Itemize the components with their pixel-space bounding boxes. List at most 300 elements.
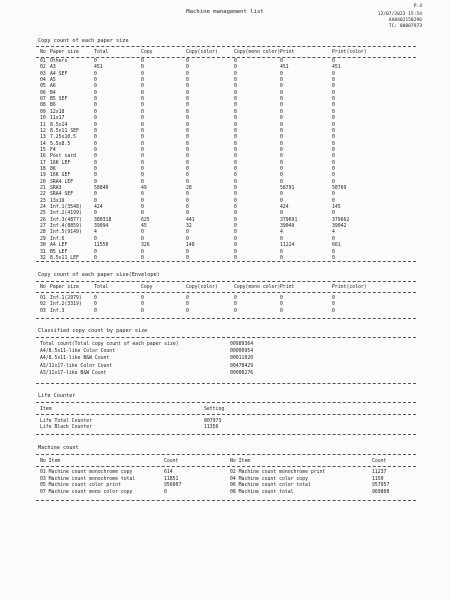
cell-col-0: 04 [40, 78, 46, 84]
classified-value: 00000954 [230, 349, 254, 355]
classified-value: 00989364 [230, 342, 254, 347]
cell-col-5: 0 [234, 59, 237, 64]
cell-col-3: 0 [141, 122, 144, 128]
machine-cell-3: 1150 [372, 476, 384, 482]
table-row [0, 302, 450, 308]
cell-col-2: Total [94, 285, 109, 290]
table-row [0, 224, 450, 230]
cell-col-5: 0 [234, 109, 237, 115]
paper-table-header [0, 50, 450, 56]
cell-col-3: 0 [141, 302, 144, 308]
cell-col-7: 0 [332, 166, 335, 172]
cell-col-0: 01 [40, 59, 46, 64]
life-header-item: Item [40, 407, 52, 412]
cell-col-7: 0 [332, 59, 335, 64]
life-section-title: Life Counter [38, 393, 76, 399]
cell-col-6: 0 [280, 71, 283, 77]
cell-col-3: 0 [141, 97, 144, 103]
cell-col-2: 0 [94, 71, 97, 77]
cell-col-7: 0 [332, 116, 335, 122]
divider [36, 281, 416, 282]
cell-col-7: 0 [332, 198, 335, 204]
machine-serial: AA0402150296 [388, 18, 422, 23]
cell-col-7: 0 [332, 160, 335, 166]
table-row [0, 205, 450, 211]
cell-col-6: 0 [280, 154, 283, 160]
table-row [0, 211, 450, 217]
cell-col-5: 0 [234, 192, 237, 198]
cell-col-4: 0 [186, 141, 189, 147]
cell-col-1: 8.5x11 LEF [50, 255, 79, 261]
cell-col-2: 0 [94, 59, 97, 64]
classified-label: A4/8.5x11-like B&W Count [40, 356, 110, 362]
cell-col-1: 8.5x11 SEF [50, 128, 79, 134]
cell-col-0: 19 [40, 173, 46, 179]
cell-col-3: 0 [141, 135, 144, 141]
cell-col-4: 0 [186, 128, 189, 134]
cell-col-2: 0 [94, 302, 97, 308]
cell-col-6: 0 [280, 236, 283, 242]
table-row [0, 309, 450, 315]
divider [36, 500, 416, 501]
table-row [0, 142, 450, 148]
cell-col-2: 0 [94, 198, 97, 204]
cell-col-4: 0 [186, 173, 189, 179]
cell-col-6: 0 [280, 192, 283, 198]
table-row [0, 110, 450, 116]
cell-col-3: 0 [141, 141, 144, 147]
cell-col-6: 0 [280, 249, 283, 255]
table-row [0, 97, 450, 103]
machine-cell-1: 11851 [164, 476, 179, 482]
cell-col-1: Post card [50, 154, 76, 160]
table-row [0, 154, 450, 160]
cell-col-4: 0 [186, 147, 189, 153]
cell-col-6: 0 [280, 302, 283, 308]
cell-col-6: 0 [280, 78, 283, 84]
machine-cell-0: 03 Machine count monochrome total [40, 476, 136, 482]
cell-col-1: Paper size [50, 50, 79, 55]
life-black-label: Life Black Counter [40, 425, 92, 430]
cell-col-4: 0 [186, 230, 189, 236]
cell-col-6: 0 [280, 173, 283, 179]
cell-col-0: 02 [40, 302, 46, 308]
divider [36, 434, 416, 435]
cell-col-5: 0 [234, 302, 237, 308]
cell-col-5: 0 [234, 141, 237, 147]
cell-col-5: 0 [234, 255, 237, 261]
cell-col-2: 0 [94, 166, 97, 172]
cell-col-5: 0 [234, 186, 237, 191]
machine-cell-2: 04 Machine count color copy [230, 476, 308, 482]
cell-col-7: 0 [332, 78, 335, 84]
cell-col-0: 13 [40, 135, 46, 141]
cell-col-6: 4 [280, 230, 283, 236]
cell-col-0: 01 [40, 296, 46, 301]
cell-col-4: 441 [186, 217, 195, 223]
divider [36, 466, 416, 467]
cell-col-6: 0 [280, 166, 283, 172]
cell-col-5: 0 [234, 308, 237, 314]
cell-col-6: 0 [280, 103, 283, 109]
cell-col-7: 0 [332, 109, 335, 115]
cell-col-0: 20 [40, 179, 46, 185]
table-row [0, 148, 450, 154]
table-row [0, 218, 450, 224]
divider [36, 46, 416, 47]
cell-col-0: 03 [40, 308, 46, 314]
cell-col-0: No [40, 285, 46, 290]
machine-cell-2: 02 Machine count monochrome print [230, 470, 326, 475]
cell-col-2: 39094 [94, 224, 109, 230]
cell-col-7: 0 [332, 128, 335, 134]
cell-col-7: 379662 [332, 217, 350, 223]
cell-col-1: 8K [50, 166, 56, 172]
machine-cell-0: 07 Machine count mono color copy [40, 489, 133, 495]
table-row [0, 129, 450, 135]
cell-col-3: 0 [141, 109, 144, 115]
cell-col-5: 0 [234, 205, 237, 211]
cell-col-5: 0 [234, 147, 237, 153]
cell-col-2: 0 [94, 122, 97, 128]
cell-col-3: 326 [141, 243, 150, 249]
cell-col-0: 30 [40, 243, 46, 249]
classified-section-title: Classified copy count by paper size [38, 328, 148, 334]
cell-col-7: 0 [332, 255, 335, 261]
cell-col-6: 0 [280, 59, 283, 64]
cell-col-2: 0 [94, 255, 97, 261]
cell-col-5: 0 [234, 230, 237, 236]
classified-value: 00000276 [230, 370, 254, 376]
cell-col-4: Copy(color) [186, 50, 218, 55]
cell-col-1: 16K SEF [50, 173, 71, 179]
cell-col-7: 0 [332, 147, 335, 153]
cell-col-6: 39049 [280, 224, 295, 230]
machine-section-title: Machine count [38, 445, 79, 451]
cell-col-4: 0 [186, 211, 189, 217]
divider [36, 454, 416, 455]
cell-col-4: 32 [186, 224, 192, 230]
cell-col-1: 13x19 [50, 198, 65, 204]
cell-col-1: B5 LEF [50, 249, 68, 255]
cell-col-6: 0 [280, 97, 283, 103]
divider [36, 383, 416, 384]
cell-col-1: B5 SEF [50, 97, 68, 103]
cell-col-7: 0 [332, 90, 335, 96]
machine-cell-1: 956807 [164, 483, 182, 489]
cell-col-5: 0 [234, 217, 237, 223]
cell-col-6: 0 [280, 116, 283, 122]
cell-col-6: 0 [280, 135, 283, 141]
cell-col-5: 0 [234, 78, 237, 84]
cell-col-3: 49 [141, 186, 147, 191]
cell-col-5: 0 [234, 122, 237, 128]
cell-col-7: 0 [332, 308, 335, 314]
cell-col-3: 0 [141, 147, 144, 153]
machine-cell-3: 957957 [372, 483, 390, 489]
cell-col-1: SRA4 SEF [50, 192, 74, 198]
cell-col-2: 0 [94, 90, 97, 96]
cell-col-4: 0 [186, 65, 189, 71]
cell-col-4: 0 [186, 166, 189, 172]
cell-col-6: 0 [280, 90, 283, 96]
cell-col-4: 0 [186, 296, 189, 301]
cell-col-7: Print(color) [332, 50, 367, 55]
cell-col-7: 0 [332, 173, 335, 179]
cell-col-7: 145 [332, 205, 341, 211]
table-row [0, 477, 450, 483]
cell-col-0: 02 [40, 65, 46, 71]
cell-col-4: 0 [186, 249, 189, 255]
report-title: Machine management list [186, 9, 264, 15]
cell-col-4: 0 [186, 59, 189, 64]
cell-col-3: 0 [141, 192, 144, 198]
cell-col-6: Print [280, 285, 295, 290]
cell-col-7: 0 [332, 211, 335, 217]
cell-col-0: 24 [40, 205, 46, 211]
cell-col-1: 5.5x8.5 [50, 141, 71, 147]
table-row [0, 192, 450, 198]
table-row [0, 296, 450, 302]
cell-col-4: 0 [186, 160, 189, 166]
table-row [0, 230, 450, 236]
cell-col-3: Copy [141, 50, 153, 55]
cell-col-0: 08 [40, 103, 46, 109]
cell-col-6: 0 [280, 84, 283, 90]
table-row [0, 483, 450, 489]
cell-col-6: 0 [280, 122, 283, 128]
cell-col-4: 0 [186, 84, 189, 90]
cell-col-5: 0 [234, 236, 237, 242]
cell-col-2: 0 [94, 109, 97, 115]
life-total-value: 807973 [204, 419, 222, 424]
cell-col-6: 0 [280, 109, 283, 115]
table-row [0, 180, 450, 186]
cell-col-0: 16 [40, 154, 46, 160]
table-row [0, 237, 450, 243]
cell-col-7: 0 [332, 302, 335, 308]
classified-value: 00478429 [230, 363, 254, 369]
cell-col-1: B6 [50, 103, 56, 109]
cell-col-2: 0 [94, 147, 97, 153]
cell-col-7: 0 [332, 192, 335, 198]
divider [36, 57, 416, 58]
cell-col-6: 0 [280, 198, 283, 204]
cell-col-1: Inf.6 [50, 236, 65, 242]
cell-col-3: 0 [141, 296, 144, 301]
cell-col-2: 0 [94, 179, 97, 185]
cell-col-0: 18 [40, 166, 46, 172]
cell-col-0: 07 [40, 97, 46, 103]
cell-col-1: Inf.2(4199) [50, 211, 82, 217]
cell-col-4: 0 [186, 154, 189, 160]
cell-col-6: 424 [280, 205, 289, 211]
table-row [0, 123, 450, 129]
cell-col-1: A4 LEF [50, 243, 68, 249]
cell-col-6: 0 [280, 179, 283, 185]
cell-col-3: 0 [141, 128, 144, 134]
cell-col-3: 0 [141, 71, 144, 77]
cell-col-0: 10 [40, 116, 46, 122]
cell-col-3: 0 [141, 90, 144, 96]
cell-col-5: Copy(mono color) [234, 285, 281, 290]
cell-col-5: 0 [234, 103, 237, 109]
cell-col-6: 451 [280, 65, 289, 71]
machine-cell-3: 11237 [372, 470, 387, 475]
cell-col-3: 0 [141, 205, 144, 211]
cell-col-2: 380318 [94, 217, 112, 223]
cell-col-4: 0 [186, 255, 189, 261]
cell-col-1: A5 [50, 78, 56, 84]
cell-col-3: 0 [141, 230, 144, 236]
cell-col-5: 0 [234, 211, 237, 217]
table-row [0, 59, 450, 65]
cell-col-7: 0 [332, 236, 335, 242]
life-header-setting: Setting [204, 407, 225, 412]
cell-col-3: 0 [141, 154, 144, 160]
cell-col-7: 0 [332, 84, 335, 90]
table-row [0, 135, 450, 141]
cell-col-1: F4 [50, 147, 56, 153]
cell-col-0: 28 [40, 230, 46, 236]
cell-col-6: 0 [280, 308, 283, 314]
cell-col-6: 0 [280, 160, 283, 166]
cell-col-7: 4 [332, 230, 335, 236]
cell-col-0: 06 [40, 90, 46, 96]
cell-col-4: 0 [186, 103, 189, 109]
life-black-value: 11356 [204, 425, 219, 430]
cell-col-7: 0 [332, 122, 335, 128]
cell-col-0: 31 [40, 249, 46, 255]
cell-col-0: No [40, 50, 46, 55]
cell-col-4: 148 [186, 243, 195, 249]
table-row [0, 103, 450, 109]
machine-header-item-left: No Item [40, 459, 61, 464]
cell-col-5: Copy(mono color) [234, 50, 281, 55]
cell-col-4: 0 [186, 308, 189, 314]
table-row [0, 243, 450, 249]
cell-col-1: 16K LEF [50, 160, 71, 166]
cell-col-0: 17 [40, 160, 46, 166]
cell-col-1: Inf.5(9149) [50, 230, 82, 236]
cell-col-7: 0 [332, 97, 335, 103]
cell-col-3: 0 [141, 65, 144, 71]
cell-col-0: 32 [40, 255, 46, 261]
cell-col-1: SRA3 [50, 186, 62, 191]
paper-section-title: Copy count of each paper size [38, 38, 129, 44]
cell-col-3: 0 [141, 308, 144, 314]
cell-col-4: 0 [186, 198, 189, 204]
cell-col-2: Total [94, 50, 109, 55]
table-row [0, 78, 450, 84]
cell-col-5: 0 [234, 296, 237, 301]
cell-col-5: 0 [234, 173, 237, 179]
cell-col-4: 0 [186, 109, 189, 115]
cell-col-1: A4 SEF [50, 71, 68, 77]
cell-col-2: 451 [94, 65, 103, 71]
table-row [0, 199, 450, 205]
cell-col-3: 0 [141, 103, 144, 109]
cell-col-1: A6 [50, 84, 56, 90]
cell-col-4: 0 [186, 192, 189, 198]
cell-col-7: Print(color) [332, 285, 367, 290]
cell-col-0: 12 [40, 128, 46, 134]
cell-col-2: 0 [94, 141, 97, 147]
cell-col-4: 0 [186, 135, 189, 141]
cell-col-1: 8.5x14 [50, 122, 68, 128]
cell-col-6: 58791 [280, 186, 295, 191]
table-row [0, 116, 450, 122]
cell-col-0: 21 [40, 186, 46, 191]
envelope-section-title: Copy count of each paper size(Envelope) [38, 272, 160, 278]
cell-col-7: 661 [332, 243, 341, 249]
cell-col-4: 0 [186, 78, 189, 84]
cell-col-0: 09 [40, 109, 46, 115]
cell-col-4: 0 [186, 71, 189, 77]
classified-value: 00011020 [230, 356, 254, 362]
cell-col-2: 58840 [94, 186, 109, 191]
cell-col-2: 424 [94, 205, 103, 211]
cell-col-5: 0 [234, 65, 237, 71]
machine-cell-1: 614 [164, 470, 173, 475]
cell-col-0: 26 [40, 217, 46, 223]
cell-col-0: 22 [40, 192, 46, 198]
cell-col-3: 0 [141, 236, 144, 242]
cell-col-4: 0 [186, 236, 189, 242]
cell-col-7: 0 [332, 71, 335, 77]
table-row [0, 250, 450, 256]
cell-col-2: 0 [94, 103, 97, 109]
cell-col-2: 0 [94, 97, 97, 103]
life-total-label: Life Total Counter [40, 419, 92, 424]
table-row [0, 91, 450, 97]
cell-col-2: 0 [94, 308, 97, 314]
divider [36, 292, 416, 293]
cell-col-6: Print [280, 50, 295, 55]
cell-col-5: 0 [234, 179, 237, 185]
machine-cell-3: 969808 [372, 489, 390, 495]
table-row [0, 490, 450, 496]
cell-col-1: Inf.3(4877) [50, 217, 82, 223]
machine-cell-2: 06 Machine count color total [230, 483, 311, 489]
cell-col-2: 0 [94, 211, 97, 217]
cell-col-4: 0 [186, 302, 189, 308]
cell-col-7: 0 [332, 103, 335, 109]
cell-col-3: 0 [141, 179, 144, 185]
cell-col-1: Inf.4(8859) [50, 224, 82, 230]
cell-col-7: 0 [332, 154, 335, 160]
cell-col-0: 27 [40, 224, 46, 230]
cell-col-1: 11x17 [50, 116, 65, 122]
cell-col-5: 0 [234, 128, 237, 134]
cell-col-5: 0 [234, 249, 237, 255]
cell-col-1: SRA4 LEF [50, 179, 74, 185]
cell-col-4: 0 [186, 97, 189, 103]
cell-col-6: 11224 [280, 243, 295, 249]
cell-col-7: 0 [332, 296, 335, 301]
cell-col-3: 45 [141, 224, 147, 230]
machine-cell-1: 0 [164, 489, 167, 495]
cell-col-1: Inf.1(3548) [50, 205, 82, 211]
table-row [0, 161, 450, 167]
machine-header-count-right: Count [372, 459, 387, 464]
cell-col-7: 0 [332, 249, 335, 255]
cell-col-2: 0 [94, 173, 97, 179]
cell-col-5: 0 [234, 198, 237, 204]
cell-col-1: Inf.2(3319) [50, 302, 82, 308]
cell-col-2: 0 [94, 160, 97, 166]
table-row [0, 470, 450, 476]
